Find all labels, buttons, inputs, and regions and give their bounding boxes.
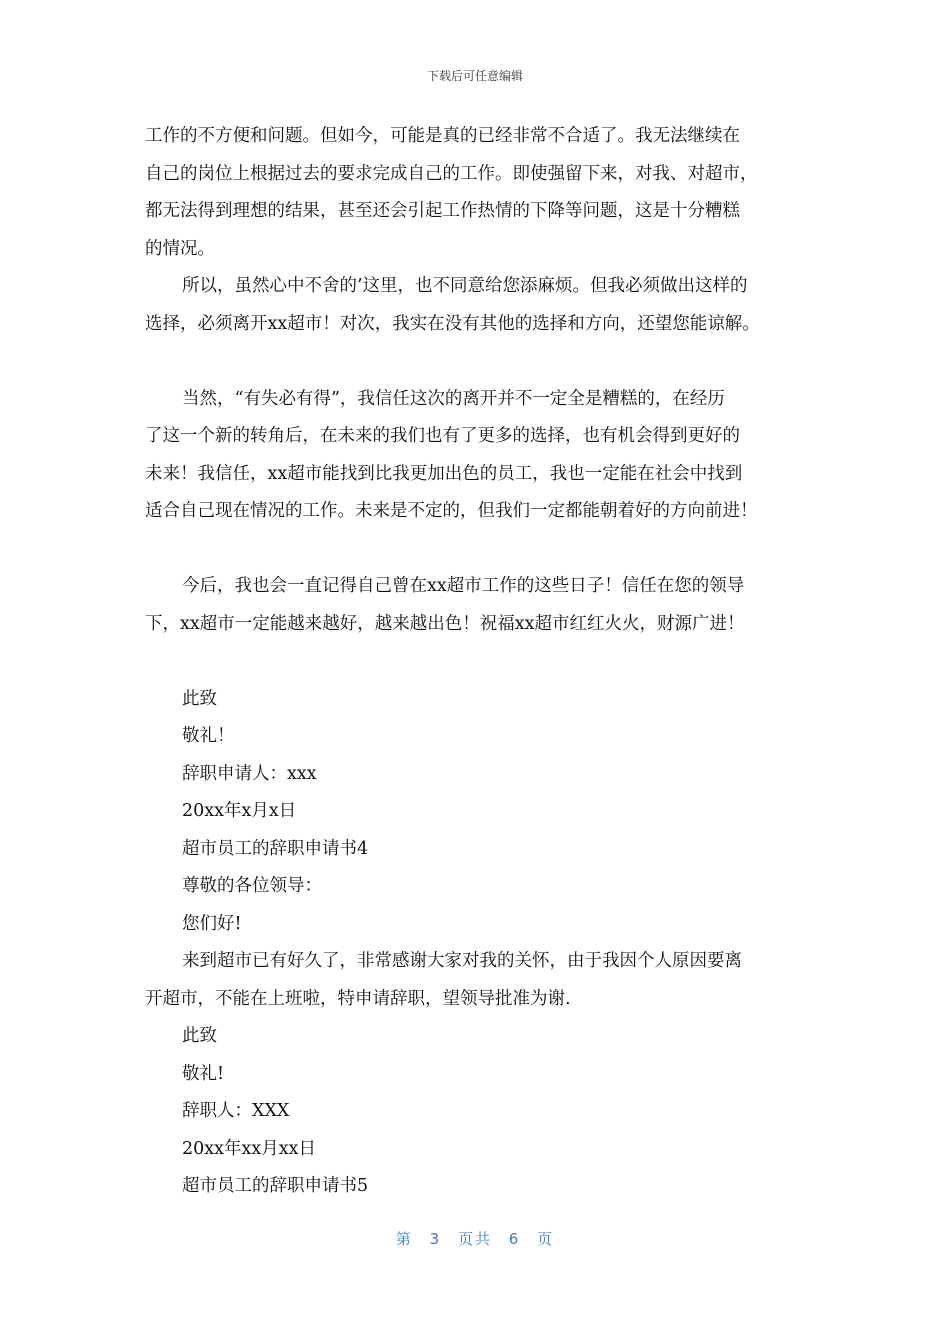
paragraph-gap bbox=[145, 531, 825, 569]
section-title: 超市员工的辞职申请书5 bbox=[182, 1176, 369, 1196]
text-line: 开超市，不能在上班啦，特申请辞职，望领导批准为谢. bbox=[145, 988, 571, 1009]
greeting-line: 您们好! bbox=[182, 913, 242, 934]
paragraph-gap bbox=[145, 343, 825, 381]
text-line: 当然，“有失必有得”，我信任这次的离开并不一定全是糟糕的，在经历 bbox=[182, 388, 725, 409]
closing-line: 此致 bbox=[182, 1026, 217, 1046]
text-line: 来到超市已有好久了，非常感谢大家对我的关怀，由于我因个人原因要离 bbox=[182, 951, 742, 971]
text-line: 都无法得到理想的结果，甚至还会引起工作热情的下降等问题，这是十分糟糕 bbox=[145, 201, 740, 221]
text-line: 自己的岗位上根据过去的要求完成自己的工作。即使强留下来，对我、对超市， bbox=[145, 163, 758, 184]
paragraph-gap bbox=[145, 643, 825, 681]
section-title: 超市员工的辞职申请书4 bbox=[182, 838, 369, 859]
text-line: 工作的不方便和问题。但如今，可能是真的已经非常不合适了。我无法继续在 bbox=[145, 126, 740, 146]
date-line: 20xx年xx月xx日 bbox=[182, 1138, 316, 1159]
salutation-line: 尊敬的各位领导： bbox=[182, 876, 322, 896]
text-line: 适合自己现在情况的工作。未来是不定的，但我们一定都能朝着好的方向前进！ bbox=[145, 501, 758, 521]
text-line: 所以，虽然心中不舍的’这里，也不同意给您添麻烦。但我必须做出这样的 bbox=[182, 276, 748, 296]
page-number-footer: 第 3 页共 6 页 bbox=[395, 1230, 555, 1248]
text-line: 了这一个新的转角后，在未来的我们也有了更多的选择，也有机会得到更好的 bbox=[145, 426, 740, 446]
text-line: 的情况。 bbox=[145, 238, 215, 259]
text-line: 今后，我也会一直记得自己曾在xx超市工作的这些日子！信任在您的领导 bbox=[182, 576, 745, 596]
text-line: 未来！我信任，xx超市能找到比我更加出色的员工，我也一定能在社会中找到 bbox=[145, 463, 743, 484]
text-line: 选择，必须离开xx超市！对次，我实在没有其他的选择和方向，还望您能谅解。 bbox=[145, 313, 760, 334]
closing-line: 此致 bbox=[182, 688, 217, 709]
signature-line: 辞职人：XXX bbox=[182, 1101, 290, 1121]
date-line: 20xx年x月x日 bbox=[182, 801, 297, 821]
closing-line: 敬礼! bbox=[182, 1063, 225, 1084]
closing-line: 敬礼！ bbox=[182, 726, 235, 746]
document-body bbox=[145, 118, 825, 1206]
text-line: 下，xx超市一定能越来越好，越来越出色！祝福xx超市红红火火，财源广进！ bbox=[145, 613, 745, 634]
signature-line: 辞职申请人：xxx bbox=[182, 763, 317, 784]
page-header: 下载后可任意编辑 bbox=[426, 69, 523, 83]
